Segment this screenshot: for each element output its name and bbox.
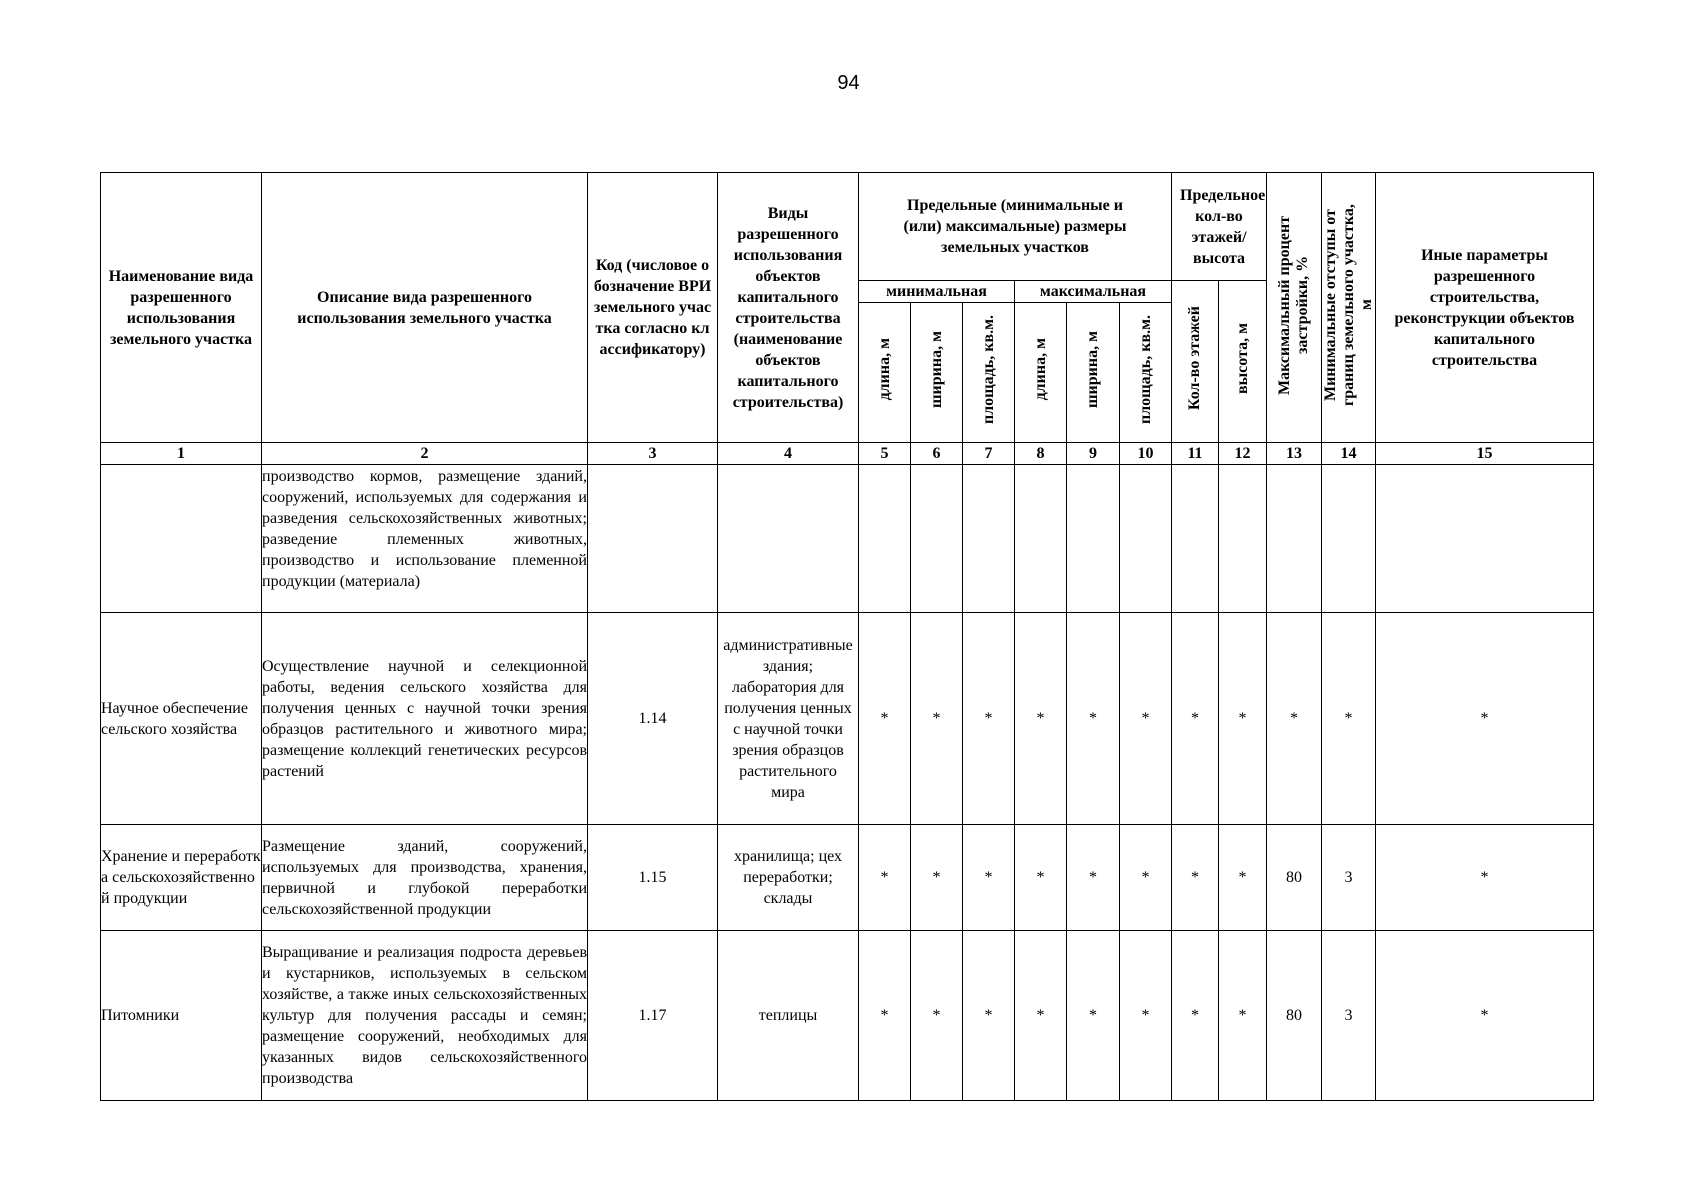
row-value: 3 bbox=[1322, 825, 1376, 931]
row-value: * bbox=[1172, 931, 1219, 1101]
header-objects: Виды разрешенного использования объектов капитального строительства (наименование объектов капитального строительства) bbox=[718, 173, 859, 443]
row-code: 1.14 bbox=[588, 613, 718, 825]
row-name: Хранение и переработка сельскохозяйственной продукции bbox=[101, 825, 262, 931]
header-other-params: Иные параметры разрешенного строительства, реконструкции объектов капитального строительства bbox=[1376, 173, 1594, 443]
row-value: * bbox=[1067, 931, 1120, 1101]
row-value: * bbox=[1267, 613, 1322, 825]
column-number: 6 bbox=[911, 443, 963, 465]
row-value bbox=[1322, 465, 1376, 613]
row-value: * bbox=[1015, 613, 1067, 825]
row-value: * bbox=[1120, 825, 1172, 931]
row-value: * bbox=[1376, 613, 1594, 825]
column-number: 5 bbox=[859, 443, 911, 465]
column-number: 7 bbox=[963, 443, 1015, 465]
row-value bbox=[1267, 465, 1322, 613]
row-value: * bbox=[1376, 931, 1594, 1101]
row-value: * bbox=[1120, 931, 1172, 1101]
row-objects bbox=[718, 465, 859, 613]
column-number: 3 bbox=[588, 443, 718, 465]
column-number: 14 bbox=[1322, 443, 1376, 465]
header-floors: Кол-во этажей bbox=[1172, 281, 1219, 443]
row-name bbox=[101, 465, 262, 613]
column-number: 2 bbox=[262, 443, 588, 465]
header-max-percent: Максимальный процент застройки, % bbox=[1267, 173, 1322, 443]
row-value bbox=[1067, 465, 1120, 613]
header-min-length: длина, м bbox=[859, 303, 911, 443]
column-number: 15 bbox=[1376, 443, 1594, 465]
column-number: 12 bbox=[1219, 443, 1267, 465]
row-value: * bbox=[1376, 825, 1594, 931]
table-row bbox=[101, 931, 1594, 1101]
header-min-area: площадь, кв.м. bbox=[963, 303, 1015, 443]
header-description: Описание вида разрешенного использования земельного участка bbox=[262, 173, 588, 443]
header-minimal: минимальная bbox=[859, 281, 1015, 303]
row-value bbox=[1172, 465, 1219, 613]
row-value: * bbox=[1067, 825, 1120, 931]
row-value: * bbox=[911, 931, 963, 1101]
table-row bbox=[101, 465, 1594, 613]
row-objects: хранилища; цех переработки; склады bbox=[718, 825, 859, 931]
row-value: * bbox=[1172, 613, 1219, 825]
row-description: Осуществление научной и селекционной работы, ведения сельского хозяйства для получения ценных с научной точки зрения образцов растительного и животного мира; размещение коллекций генетических ресурсов растений bbox=[262, 613, 588, 825]
row-description: Выращивание и реализация подроста деревьев и кустарников, используемых в сельском хозяйстве, а также иных сельскохозяйственных культур для получения рассады и семян; размещение сооружений, необходимых для указанных видов сельскохозяйственного производства bbox=[262, 931, 588, 1101]
row-code: 1.15 bbox=[588, 825, 718, 931]
row-value bbox=[1376, 465, 1594, 613]
row-value: 3 bbox=[1322, 931, 1376, 1101]
row-value: * bbox=[1015, 931, 1067, 1101]
row-value: * bbox=[911, 613, 963, 825]
header-min-width: ширина, м bbox=[911, 303, 963, 443]
row-value: * bbox=[963, 931, 1015, 1101]
header-maximal: максимальная bbox=[1015, 281, 1172, 303]
header-height: высота, м bbox=[1219, 281, 1267, 443]
column-number: 4 bbox=[718, 443, 859, 465]
row-code bbox=[588, 465, 718, 613]
column-number: 9 bbox=[1067, 443, 1120, 465]
header-max-width: ширина, м bbox=[1067, 303, 1120, 443]
row-value: * bbox=[1172, 825, 1219, 931]
row-value: * bbox=[1219, 931, 1267, 1101]
row-code: 1.17 bbox=[588, 931, 718, 1101]
row-value: * bbox=[859, 613, 911, 825]
row-objects: административные здания; лаборатория для получения ценных с научной точки зрения образцов растительного мира bbox=[718, 613, 859, 825]
row-value: * bbox=[1067, 613, 1120, 825]
row-value: * bbox=[1219, 825, 1267, 931]
header-max-length: длина, м bbox=[1015, 303, 1067, 443]
row-value bbox=[911, 465, 963, 613]
page-number: 94 bbox=[837, 72, 860, 94]
row-value bbox=[1015, 465, 1067, 613]
table-row bbox=[101, 613, 1594, 825]
row-value: * bbox=[963, 613, 1015, 825]
row-value: * bbox=[859, 931, 911, 1101]
row-description: Размещение зданий, сооружений, используемых для производства, хранения, первичной и глубокой переработки сельскохозяйственной продукции bbox=[262, 825, 588, 931]
row-value: * bbox=[1322, 613, 1376, 825]
row-name: Научное обеспечение сельского хозяйства bbox=[101, 613, 262, 825]
row-value: * bbox=[1219, 613, 1267, 825]
column-number: 8 bbox=[1015, 443, 1067, 465]
row-name: Питомники bbox=[101, 931, 262, 1101]
row-value: * bbox=[911, 825, 963, 931]
row-value: * bbox=[963, 825, 1015, 931]
column-number: 11 bbox=[1172, 443, 1219, 465]
row-value: 80 bbox=[1267, 931, 1322, 1101]
row-description: производство кормов, размещение зданий, сооружений, используемых для содержания и разведения сельскохозяйственных животных; разведение племенных животных, производство и использование племенной продукции (материала) bbox=[262, 465, 588, 613]
column-number: 10 bbox=[1120, 443, 1172, 465]
column-numbers-row bbox=[101, 443, 1594, 465]
column-number: 13 bbox=[1267, 443, 1322, 465]
header-plot-sizes: Предельные (минимальные и (или) максимальные) размеры земельных участков bbox=[859, 173, 1172, 281]
table-row bbox=[101, 825, 1594, 931]
row-objects: теплицы bbox=[718, 931, 859, 1101]
row-value bbox=[963, 465, 1015, 613]
row-value: * bbox=[859, 825, 911, 931]
row-value: * bbox=[1015, 825, 1067, 931]
row-value bbox=[1219, 465, 1267, 613]
land-use-table bbox=[100, 172, 1594, 1101]
row-value bbox=[859, 465, 911, 613]
row-value: * bbox=[1120, 613, 1172, 825]
column-number: 1 bbox=[101, 443, 262, 465]
header-max-area: площадь, кв.м. bbox=[1120, 303, 1172, 443]
header-code: Код (числовое обозначение ВРИ земельного участка согласно классификатору) bbox=[588, 173, 718, 443]
row-value: 80 bbox=[1267, 825, 1322, 931]
header-floors-group: Предельное кол-во этажей/ высота bbox=[1172, 173, 1267, 281]
header-name: Наименование вида разрешенного использования земельного участка bbox=[101, 173, 262, 443]
header-min-setback: Минимальные отступы от границ земельного участка, м bbox=[1322, 173, 1376, 443]
row-value bbox=[1120, 465, 1172, 613]
